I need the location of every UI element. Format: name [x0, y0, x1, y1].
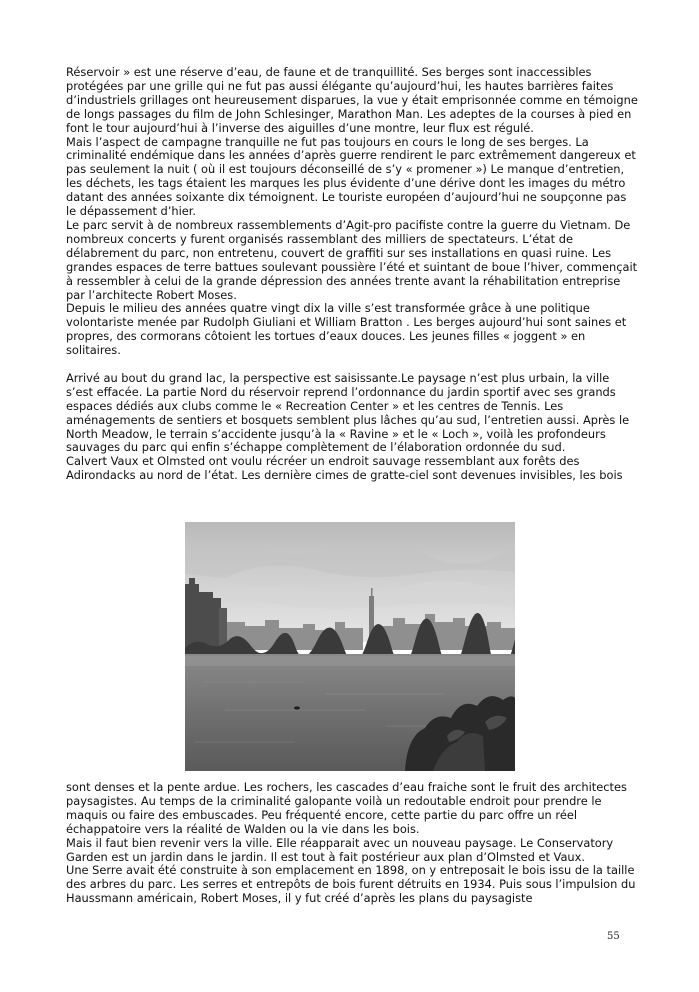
duck: [294, 706, 300, 709]
reservoir-skyline-photo: [185, 522, 515, 771]
text-block-top: [66, 66, 638, 483]
paragraph-spacer: [66, 358, 638, 372]
text-block-bottom: [66, 781, 638, 906]
paragraph: Mais il faut bien revenir vers la ville. Elle réapparait avec un nouveau paysage. Le Conservatory Garden est un jardin dans le jardin. Il est tout à fait postérieur aux plan d’Olmsted et Vaux.: [66, 835, 614, 864]
page-number: 55: [607, 931, 620, 942]
paragraph: sont denses et la pente ardue. Les rochers, les cascades d’eau fraiche sont le fruit des architectes paysagistes. Au temps de la criminalité galopante voilà un redoutable endroit pour prendre le maquis ou faire des embuscades. Peu fréquenté encore, cette partie du parc offre un réel échappatoire vers la réalité de Walden ou la vie dans les bois.: [66, 780, 627, 836]
paragraph: Calvert Vaux et Olmsted ont voulu récréer un endroit sauvage ressemblant aux forêts des Adirondacks au nord de l’état. Les dernière cimes de gratte-ciel sont devenues invisibles, les bois: [66, 454, 623, 483]
paragraph: Réservoir » est une réserve d’eau, de faune et de tranquillité. Ses berges sont inaccessibles protégées par une grille qui ne fut pas aussi élégante qu’aujourd’hui, les hautes barrières faites d’industriels grillages ont heureusement disparues, la vue y était emprisonnée comme en témoigne de longs passages du film de John Schlesinger, Marathon Man. Les adeptes de la courses à pied en font le tour aujourd’hui à l’inverse des aiguilles d’une montre, leur flux est régulé.: [66, 65, 638, 135]
paragraph: Le parc servit à de nombreux rassemblements d’Agit-pro pacifiste contre la guerre du Vietnam. De nombreux concerts y furent organisés rassemblant des milliers de spectateurs. L’état de délabrement du parc, non entretenu, couvert de graffiti sur ses installations en quasi ruine. Les grandes espaces de terre battues soulevant poussière l’été et suintant de boue l’hiver, commençait à ressembler à celui de la grande dépression des années trente avant la réhabilitation entreprise par l’architecte Robert Moses.: [66, 217, 638, 302]
paragraph: Mais l’aspect de campagne tranquille ne fut pas toujours en cours le long de ses berges. La criminalité endémique dans les années d’après guerre rendirent le parc extrêmement dangereux et pas seulement la nuit ( où il est toujours déconseillé de s’y « promener ») Le manque d’entretien, les déchets, les tags étaient les marques les plus évidente d’une dérive dont les images du métro datant des années soixante dix témoignent. Le touriste européen d’aujourd’hui ne soupçonne pas le dépassement d’hier.: [66, 134, 636, 219]
paragraph: Arrivé au bout du grand lac, la perspective est saisissante.Le paysage n’est plus urbain, la ville s’est effacée. La partie Nord du réservoir reprend l’ordonnance du jardin sportif avec ses grands espaces dédiés aux clubs comme le « Recreation Center » et les centres de Tennis. Les aménagements de sentiers et bosquets semblent plus lâches qu’au sud, l’entretien aussi. Après le North Meadow, le terrain s’accidente jusqu’à la « Ravine » et le « Loch », voilà les profondeurs sauvages du parc qui enfin s’échappe complètement de l’élaboration ordonnée du sud.: [66, 370, 630, 455]
paragraph: Depuis le milieu des années quatre vingt dix la ville s’est transformée grâce à une politique volontariste menée par Rudolph Giuliani et William Bratton . Les berges aujourd’hui sont saines et propres, des cormorans côtoient les tortues d’eaux douces. Les jeunes filles « joggent » en solitaires.: [66, 301, 627, 358]
paragraph: Une Serre avait été construite à son emplacement en 1898, on y entreposait le bois issu de la taille des arbres du parc. Les serres et entrepôts de bois furent détruits en 1934. Puis sous l’impulsion du Haussmann américain, Robert Moses, il y fut créé d’après les plans du paysagiste: [66, 863, 636, 906]
